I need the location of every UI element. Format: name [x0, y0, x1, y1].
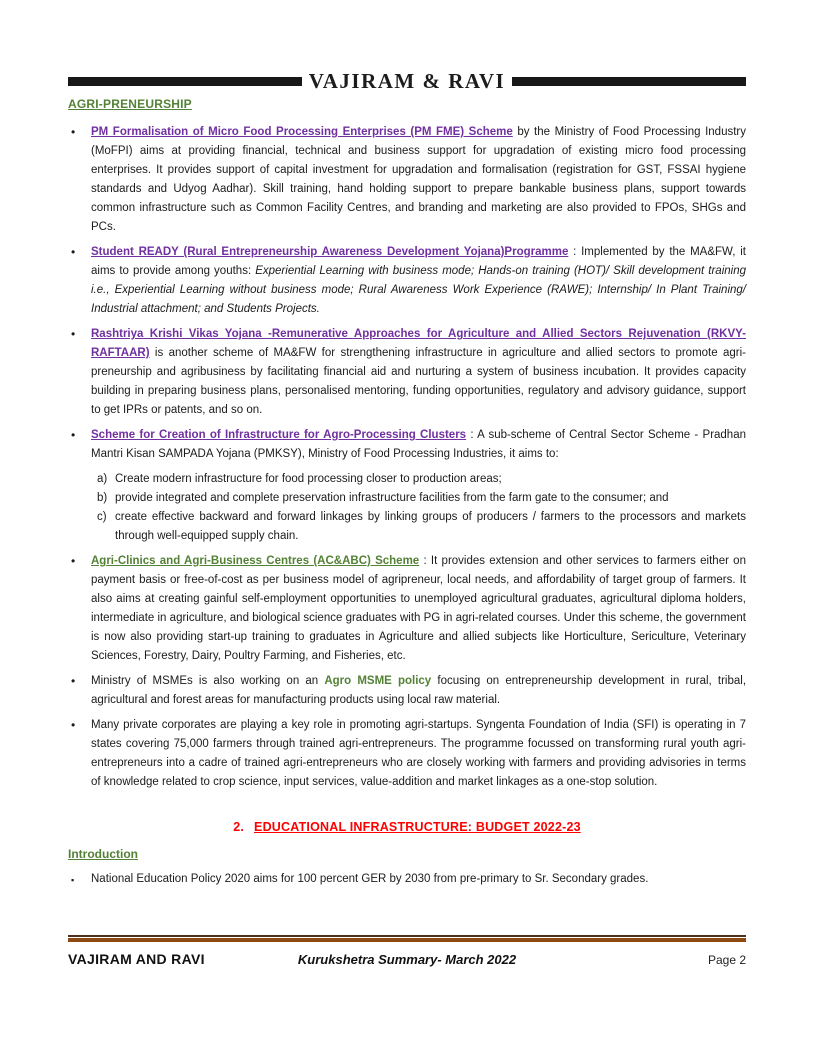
bullet-item — [68, 870, 746, 889]
text-segment-lead-purple: PM Formalisation of Micro Food Processing Enterprises (PM FME) Scheme — [91, 126, 513, 138]
brand-title: VAJIRAM & RAVI — [308, 68, 506, 93]
bullet-text — [91, 328, 746, 416]
section-heading-agri-preneurship: AGRI-PRENEURSHIP — [68, 97, 192, 111]
bullet-marker-icon: • — [71, 428, 76, 442]
footer-doc-title: Kurukshetra Summary- March 2022 — [297, 952, 517, 967]
text-segment-normal: by the Ministry of Food Processing Industry (MoFPI) aims at providing financial, technical and business support for upgradation of existing micro food processing enterprises. It provides support of capital investment for upgradation and formalisation (registration for GST, FSSAI hygiene standards and Udyog Aadhar). Skill training, hand holding support to prepare bankable business plans, support towards common infrastructure such as Common Facility Centres, and branding and marketing are also provided to FPOs, SHGs and PCs. — [91, 126, 746, 233]
text-segment-normal: focusing on entrepreneurship development in rural, tribal, agricultural and forest areas for manufacturing products using local raw material. — [91, 675, 747, 706]
bullet-text — [91, 246, 746, 315]
bullet-text — [91, 675, 746, 706]
text-segment-normal: Many private corporates are playing a key role in promoting agri-startups. Syngenta Foundation of India (SFI) is operating in 7 states covering 75,000 farmers through trained agri-entrepreneurs. The programme focussed on transforming rural youth agri-entrepreneurs into a cadre of trained agri-entrepreneurs who are closely working with farmers and providing advisories in terms of knowledge related to crop science, input services, value-addition and market linkages as a one-stop solution. — [91, 719, 746, 788]
page-footer — [68, 935, 746, 967]
bullet-marker-icon: • — [71, 718, 76, 732]
sublist-text: create effective backward and forward linkages by linking groups of producers / farmers to the processors and markets through well-equipped supply chain. — [115, 511, 746, 542]
bullet-text — [91, 555, 746, 662]
footer-row — [68, 951, 746, 967]
bullet-text — [91, 126, 746, 233]
bullet-text — [91, 719, 746, 788]
bullet-marker-icon: • — [71, 674, 76, 688]
bullet-marker-icon: • — [71, 125, 76, 139]
section-heading-educational-infrastructure — [68, 820, 746, 834]
bullet-item — [68, 552, 746, 666]
bullet-text — [91, 873, 648, 885]
bullet-item — [68, 672, 746, 710]
alpha-sublist — [97, 470, 746, 546]
header-rule-left — [68, 77, 302, 86]
sublist-marker: b) — [97, 492, 108, 504]
footer-rule — [68, 935, 746, 942]
text-segment-normal: National Education Policy 2020 aims for 100 percent GER by 2030 from pre-primary to Sr. Secondary grades. — [91, 873, 649, 885]
sublist-item — [97, 508, 746, 546]
subheading-introduction: Introduction — [68, 847, 138, 861]
sublist-item — [97, 489, 746, 508]
text-segment-lead-purple: Scheme for Creation of Infrastructure for Agro-Processing Clusters — [91, 429, 467, 441]
sublist-text: Create modern infrastructure for food processing closer to production areas; — [115, 473, 502, 485]
text-segment-italic: Experiential Learning with business mode; Hands-on training (HOT)/ Skill development training i.e., Experiential Learning without business mode; Rural Awareness Work Experience (RAWE); Internship/ In Plant Training/ Industrial attachment; and Students Projects. — [91, 265, 746, 315]
bullet-marker-icon: ▪ — [71, 875, 75, 885]
section-title-text: EDUCATIONAL INFRASTRUCTURE: BUDGET 2022-23 — [254, 820, 581, 834]
bullet-item — [68, 243, 746, 319]
sublist-marker: a) — [97, 473, 108, 485]
text-segment-lead-purple: Student READY (Rural Entrepreneurship Awareness Development Yojana)Programme — [91, 246, 569, 258]
header-rule-right — [512, 77, 746, 86]
text-segment-normal: is another scheme of MA&FW for strengthening infrastructure in agriculture and allied sectors to promote agri-preneurship and agribusiness by facilitating financial aid and nurturing a system of business incubation. It provides capacity building in preparing business plans, personalised mentoring, funding opportunities, regulatory and advisory guidance, support to get IPRs or patents, and so on. — [91, 347, 746, 416]
bullet-marker-icon: • — [71, 245, 76, 259]
bullet-text — [91, 429, 746, 460]
bullet-marker-icon: • — [71, 327, 76, 341]
text-segment-normal: : A sub-scheme of Central Sector Scheme - Pradhan Mantri Kisan SAMPADA Yojana (PMKSY), Ministry of Food Processing Industries, it aims to: — [91, 429, 746, 460]
text-segment-lead-green: Agri-Clinics and Agri-Business Centres (AC&ABC) Scheme — [91, 555, 420, 567]
text-segment-normal: : Implemented by the MA&FW, it aims to provide among youths: — [91, 246, 746, 277]
sublist-item — [97, 470, 746, 489]
introduction-bullet-list — [68, 870, 746, 889]
header — [68, 70, 746, 92]
bullet-item — [68, 325, 746, 420]
text-segment-normal: : It provides extension and other services to farmers either on payment basis or free-of-cost as per business model of agripreneur, local needs, and affordability of target group of farmers. It also aims at creating gainful self-employment opportunities to unemployed agricultural graduates, agricultural diploma holders, intermediate in agriculture, and biological science graduates with PG in agri-related courses. Under this scheme, the government is now also providing start-up training to graduates in Agriculture and allied subjects like Horticulture, Sericulture, Veterinary Sciences, Forestry, Dairy, Poultry Farming, and Fisheries, etc. — [91, 555, 746, 662]
bullet-item — [68, 123, 746, 237]
section-number: 2. — [233, 820, 245, 834]
footer-page-number: Page 2 — [707, 953, 747, 967]
text-segment-normal: Ministry of MSMEs is also working on an — [91, 675, 325, 687]
sublist-text: provide integrated and complete preservation infrastructure facilities from the farm gate to the consumer; and — [115, 492, 669, 504]
text-segment-bold-green: Agro MSME policy — [324, 675, 432, 687]
bullet-marker-icon: • — [71, 554, 76, 568]
agri-preneurship-bullet-list — [68, 123, 746, 792]
bullet-item — [68, 426, 746, 546]
text-segment-lead-purple: Rashtriya Krishi Vikas Yojana -Remunerative Approaches for Agriculture and Allied Sectors Rejuvenation (RKVY-RAFTAAR) — [91, 328, 746, 359]
sublist-marker: c) — [97, 511, 107, 523]
bullet-item — [68, 716, 746, 792]
footer-brand: VAJIRAM AND RAVI — [68, 951, 205, 967]
